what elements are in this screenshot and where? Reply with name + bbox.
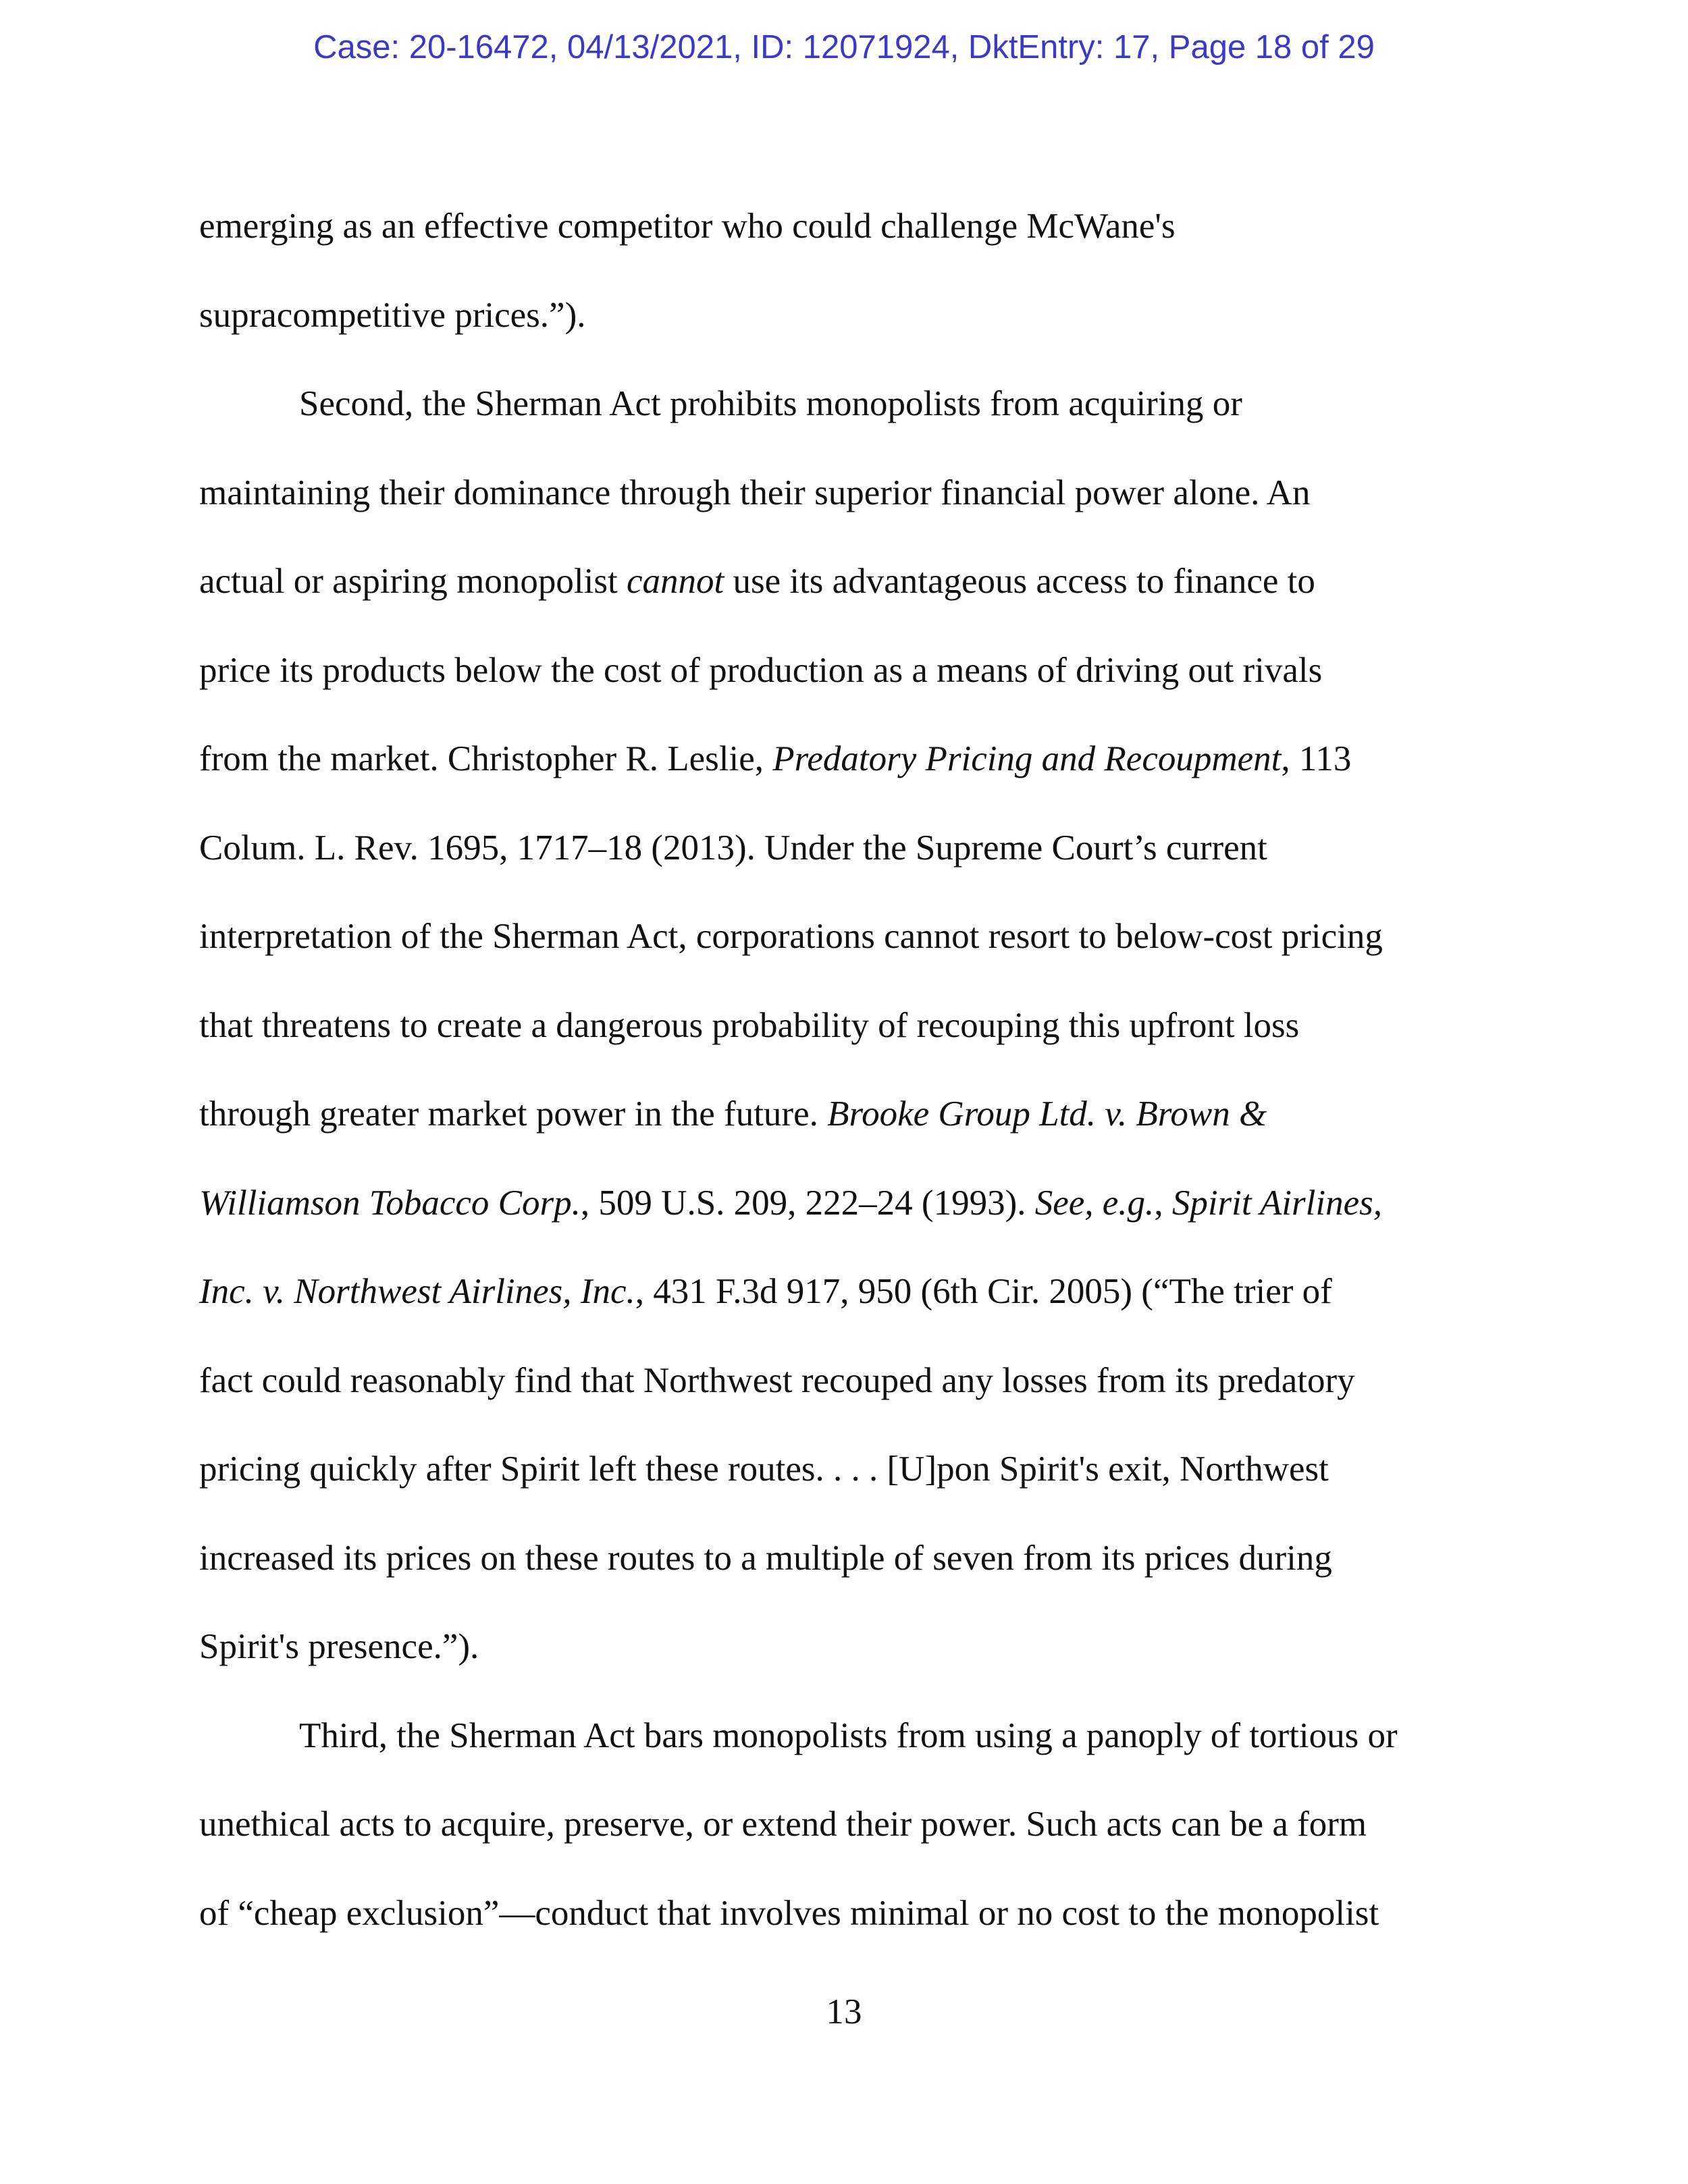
text-line: [199, 449, 1502, 538]
text-line: [199, 893, 1502, 982]
text-segment: Second, the Sherman Act prohibits monopolists from acquiring or: [299, 384, 1242, 423]
text-segment: from the market. Christopher R. Leslie,: [199, 739, 773, 778]
text-line: [199, 1514, 1502, 1603]
text-line: [199, 360, 1502, 449]
text-line: [199, 1248, 1502, 1337]
text-segment: through greater market power in the future.: [199, 1094, 828, 1134]
text-line: [199, 182, 1502, 271]
text-line: [199, 1337, 1502, 1426]
text-line: [199, 537, 1502, 627]
text-segment: ,: [1154, 1183, 1172, 1223]
text-segment: use its advantageous access to finance to: [724, 562, 1315, 601]
text-line: [199, 1869, 1502, 1959]
text-segment: interpretation of the Sherman Act, corporations cannot resort to below-cost pricing: [199, 917, 1383, 956]
text-segment: emerging as an effective competitor who could challenge McWane's: [199, 207, 1176, 246]
text-segment: , 431 F.3d 917, 950 (6th Cir. 2005) (“The trier of: [635, 1272, 1332, 1311]
italic-text-segment: Spirit Airlines,: [1171, 1183, 1382, 1223]
italic-text-segment: Predatory Pricing and Recoupment: [772, 739, 1282, 778]
page-number: 13: [826, 1992, 862, 2031]
body-text: [199, 182, 1502, 1958]
text-line: [199, 271, 1502, 361]
text-line: [199, 715, 1502, 804]
italic-text-segment: Williamson Tobacco Corp.: [199, 1183, 581, 1223]
text-line: [199, 1070, 1502, 1159]
text-segment: price its products below the cost of production as a means of driving out rivals: [199, 650, 1323, 690]
text-line: [199, 627, 1502, 716]
italic-text-segment: See, e.g.: [1034, 1183, 1155, 1223]
italic-text-segment: Brooke Group Ltd. v. Brown &: [827, 1094, 1267, 1134]
text-segment: actual or aspiring monopolist: [199, 562, 627, 601]
text-segment: , 113: [1281, 739, 1352, 778]
text-segment: fact could reasonably find that Northwest recouped any losses from its predatory: [199, 1360, 1355, 1400]
text-segment: , 509 U.S. 209, 222–24 (1993).: [580, 1183, 1035, 1223]
text-segment: Colum. L. Rev. 1695, 1717–18 (2013). Under the Supreme Court’s current: [199, 828, 1267, 868]
text-segment: of “cheap exclusion”—conduct that involves minimal or no cost to the monopolist: [199, 1893, 1379, 1933]
text-segment: pricing quickly after Spirit left these routes. . . . [U]pon Spirit's exit, Northwest: [199, 1449, 1329, 1489]
text-line: [199, 1692, 1502, 1781]
text-line: [199, 1425, 1502, 1514]
text-line: [199, 982, 1502, 1071]
text-segment: that threatens to create a dangerous probability of recouping this upfront loss: [199, 1005, 1300, 1045]
text-segment: increased its prices on these routes to a multiple of seven from its prices during: [199, 1538, 1332, 1578]
italic-text-segment: Inc. v. Northwest Airlines, Inc.: [199, 1272, 635, 1311]
text-line: [199, 1603, 1502, 1692]
text-segment: Third, the Sherman Act bars monopolists from using a panoply of tortious or: [299, 1715, 1398, 1755]
text-segment: maintaining their dominance through their superior financial power alone. An: [199, 473, 1311, 512]
text-line: [199, 1159, 1502, 1248]
text-segment: supracompetitive prices.”).: [199, 295, 586, 335]
text-line: [199, 1780, 1502, 1869]
italic-text-segment: cannot: [626, 562, 724, 601]
text-line: [199, 804, 1502, 893]
text-segment: Spirit's presence.”).: [199, 1627, 479, 1666]
text-segment: unethical acts to acquire, preserve, or extend their power. Such acts can be a form: [199, 1805, 1367, 1844]
case-header: Case: 20-16472, 04/13/2021, ID: 12071924, DktEntry: 17, Page 18 of 29: [313, 29, 1375, 65]
